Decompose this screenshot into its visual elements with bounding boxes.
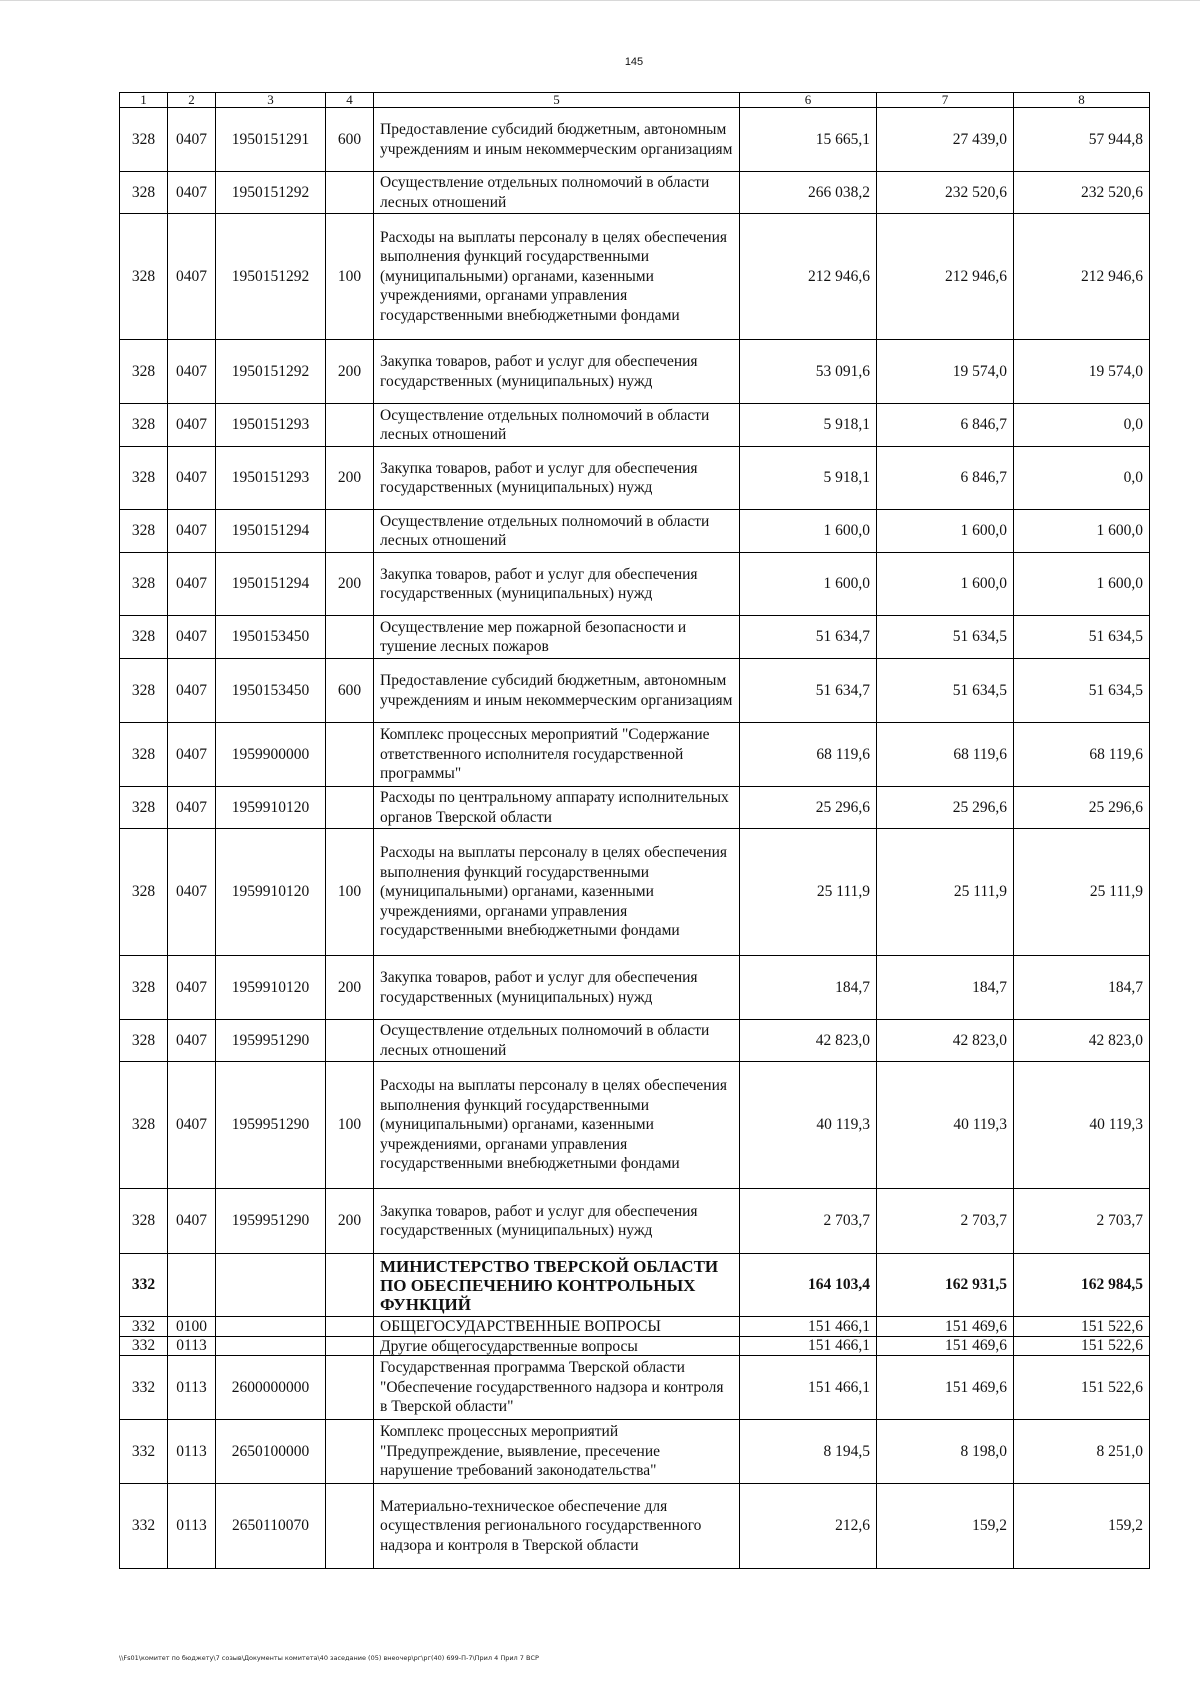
cell-amount-year-1: 151 466,1	[740, 1317, 877, 1337]
cell-amount-year-2: 42 823,0	[877, 1020, 1014, 1062]
cell-chapter-code: 328	[120, 956, 168, 1020]
table-row	[120, 723, 1150, 787]
table-row	[120, 214, 1150, 340]
cell-chapter-code: 328	[120, 214, 168, 340]
table-row	[120, 172, 1150, 214]
cell-amount-year-2: 68 119,6	[877, 723, 1014, 787]
cell-chapter-code: 328	[120, 553, 168, 616]
column-header: 2	[168, 93, 216, 108]
table-row	[120, 1189, 1150, 1254]
page-number: 145	[624, 56, 644, 68]
table-row	[120, 1420, 1150, 1484]
cell-expense-type: 200	[326, 1189, 374, 1254]
cell-target-article: 1950151294	[216, 553, 326, 616]
cell-amount-year-2: 51 634,5	[877, 659, 1014, 723]
cell-target-article	[216, 1337, 326, 1356]
cell-amount-year-1: 2 703,7	[740, 1189, 877, 1254]
cell-amount-year-1: 164 103,4	[740, 1254, 877, 1317]
table-row	[120, 659, 1150, 723]
cell-amount-year-2: 6 846,7	[877, 447, 1014, 510]
cell-amount-year-3: 68 119,6	[1014, 723, 1150, 787]
column-header: 5	[374, 93, 740, 108]
cell-section-code: 0407	[168, 1062, 216, 1189]
footer-file-path: \\Fs01\комитет по бюджету\7 созыв\Документы комитета\40 заседание (05) внеочер\рг\рг(40) 699-П-7\Прил 4 Прил 7 ВСР	[119, 1654, 539, 1662]
cell-description: Закупка товаров, работ и услуг для обеспечения государственных (муниципальных) нужд	[374, 553, 740, 616]
table-row	[120, 1356, 1150, 1420]
cell-chapter-code: 328	[120, 172, 168, 214]
table-row	[120, 510, 1150, 553]
column-header: 3	[216, 93, 326, 108]
cell-expense-type	[326, 404, 374, 447]
table-body	[120, 108, 1150, 1569]
cell-chapter-code: 328	[120, 510, 168, 553]
cell-chapter-code: 328	[120, 1062, 168, 1189]
cell-target-article: 2650100000	[216, 1420, 326, 1484]
cell-target-article: 1950151294	[216, 510, 326, 553]
cell-section-code: 0407	[168, 108, 216, 172]
cell-amount-year-1: 212,6	[740, 1484, 877, 1569]
cell-section-code: 0407	[168, 404, 216, 447]
cell-description: Закупка товаров, работ и услуг для обеспечения государственных (муниципальных) нужд	[374, 956, 740, 1020]
cell-target-article: 1959900000	[216, 723, 326, 787]
cell-amount-year-3: 212 946,6	[1014, 214, 1150, 340]
cell-chapter-code: 328	[120, 1189, 168, 1254]
cell-chapter-code: 328	[120, 723, 168, 787]
cell-amount-year-2: 40 119,3	[877, 1062, 1014, 1189]
cell-section-code: 0407	[168, 723, 216, 787]
scan-edge	[0, 0, 1200, 1]
cell-target-article: 1959951290	[216, 1189, 326, 1254]
cell-target-article: 1959910120	[216, 956, 326, 1020]
cell-amount-year-2: 1 600,0	[877, 510, 1014, 553]
cell-amount-year-3: 57 944,8	[1014, 108, 1150, 172]
cell-section-code: 0113	[168, 1484, 216, 1569]
cell-amount-year-1: 1 600,0	[740, 553, 877, 616]
cell-amount-year-1: 212 946,6	[740, 214, 877, 340]
column-header: 1	[120, 93, 168, 108]
cell-expense-type: 200	[326, 340, 374, 404]
cell-amount-year-1: 184,7	[740, 956, 877, 1020]
cell-target-article: 2600000000	[216, 1356, 326, 1420]
cell-amount-year-2: 25 111,9	[877, 829, 1014, 956]
column-number-row	[120, 93, 1150, 108]
cell-target-article: 1959910120	[216, 787, 326, 829]
cell-expense-type: 100	[326, 829, 374, 956]
cell-amount-year-1: 151 466,1	[740, 1356, 877, 1420]
cell-expense-type	[326, 787, 374, 829]
cell-amount-year-1: 25 296,6	[740, 787, 877, 829]
table-row	[120, 108, 1150, 172]
cell-description: Осуществление отдельных полномочий в области лесных отношений	[374, 404, 740, 447]
cell-expense-type	[326, 1317, 374, 1337]
cell-amount-year-1: 151 466,1	[740, 1337, 877, 1356]
cell-amount-year-2: 162 931,5	[877, 1254, 1014, 1317]
cell-description: Расходы по центральному аппарату исполнительных органов Тверской области	[374, 787, 740, 829]
cell-amount-year-1: 68 119,6	[740, 723, 877, 787]
cell-amount-year-3: 8 251,0	[1014, 1420, 1150, 1484]
table-row	[120, 340, 1150, 404]
cell-section-code: 0407	[168, 553, 216, 616]
cell-target-article: 1959951290	[216, 1062, 326, 1189]
column-header: 6	[740, 93, 877, 108]
budget-table	[119, 92, 1150, 1569]
table-row	[120, 1254, 1150, 1317]
cell-amount-year-2: 27 439,0	[877, 108, 1014, 172]
cell-chapter-code: 328	[120, 787, 168, 829]
cell-chapter-code: 328	[120, 447, 168, 510]
cell-description: Расходы на выплаты персоналу в целях обеспечения выполнения функций государственными (муниципальными) органами, казенными учреждениями, органами управления государственными внебюджетными фондами	[374, 214, 740, 340]
cell-section-code: 0407	[168, 659, 216, 723]
table-row	[120, 1337, 1150, 1356]
cell-description: Осуществление отдельных полномочий в области лесных отношений	[374, 172, 740, 214]
cell-section-code: 0407	[168, 956, 216, 1020]
table-row	[120, 1020, 1150, 1062]
cell-chapter-code: 332	[120, 1254, 168, 1317]
cell-section-code: 0407	[168, 447, 216, 510]
cell-description: Расходы на выплаты персоналу в целях обеспечения выполнения функций государственными (муниципальными) органами, казенными учреждениями, органами управления государственными внебюджетными фондами	[374, 829, 740, 956]
cell-chapter-code: 328	[120, 404, 168, 447]
cell-target-article: 1950151292	[216, 340, 326, 404]
cell-chapter-code: 328	[120, 340, 168, 404]
cell-target-article: 1959910120	[216, 829, 326, 956]
cell-description: Государственная программа Тверской области "Обеспечение государственного надзора и контроля в Тверской области"	[374, 1356, 740, 1420]
column-header: 7	[877, 93, 1014, 108]
cell-amount-year-3: 0,0	[1014, 404, 1150, 447]
cell-amount-year-3: 162 984,5	[1014, 1254, 1150, 1317]
cell-chapter-code: 328	[120, 616, 168, 659]
table-row	[120, 1062, 1150, 1189]
cell-section-code: 0113	[168, 1337, 216, 1356]
cell-amount-year-1: 15 665,1	[740, 108, 877, 172]
cell-section-code: 0407	[168, 787, 216, 829]
column-header: 8	[1014, 93, 1150, 108]
cell-target-article: 1950151291	[216, 108, 326, 172]
cell-section-code: 0407	[168, 214, 216, 340]
cell-amount-year-3: 25 296,6	[1014, 787, 1150, 829]
cell-amount-year-3: 51 634,5	[1014, 659, 1150, 723]
cell-expense-type	[326, 1337, 374, 1356]
cell-expense-type: 200	[326, 553, 374, 616]
cell-amount-year-3: 151 522,6	[1014, 1356, 1150, 1420]
column-header: 4	[326, 93, 374, 108]
cell-expense-type: 100	[326, 1062, 374, 1189]
cell-chapter-code: 332	[120, 1420, 168, 1484]
cell-amount-year-3: 19 574,0	[1014, 340, 1150, 404]
cell-target-article: 1950153450	[216, 616, 326, 659]
cell-expense-type	[326, 172, 374, 214]
cell-description: Предоставление субсидий бюджетным, автономным учреждениям и иным некоммерческим организациям	[374, 108, 740, 172]
cell-description: Закупка товаров, работ и услуг для обеспечения государственных (муниципальных) нужд	[374, 447, 740, 510]
cell-amount-year-1: 53 091,6	[740, 340, 877, 404]
cell-amount-year-3: 1 600,0	[1014, 510, 1150, 553]
cell-target-article: 1950151293	[216, 404, 326, 447]
cell-description: Другие общегосударственные вопросы	[374, 1337, 740, 1356]
cell-description: Осуществление отдельных полномочий в области лесных отношений	[374, 510, 740, 553]
cell-amount-year-3: 40 119,3	[1014, 1062, 1150, 1189]
cell-target-article: 1950153450	[216, 659, 326, 723]
cell-amount-year-1: 42 823,0	[740, 1020, 877, 1062]
cell-target-article: 1959951290	[216, 1020, 326, 1062]
cell-amount-year-2: 184,7	[877, 956, 1014, 1020]
cell-amount-year-2: 151 469,6	[877, 1317, 1014, 1337]
cell-expense-type: 200	[326, 956, 374, 1020]
cell-amount-year-1: 266 038,2	[740, 172, 877, 214]
cell-target-article: 1950151292	[216, 214, 326, 340]
cell-expense-type: 200	[326, 447, 374, 510]
table-row	[120, 1317, 1150, 1337]
cell-description: Расходы на выплаты персоналу в целях обеспечения выполнения функций государственными (муниципальными) органами, казенными учреждениями, органами управления государственными внебюджетными фондами	[374, 1062, 740, 1189]
cell-expense-type: 600	[326, 108, 374, 172]
cell-section-code: 0100	[168, 1317, 216, 1337]
cell-target-article	[216, 1317, 326, 1337]
cell-amount-year-3: 184,7	[1014, 956, 1150, 1020]
cell-amount-year-2: 51 634,5	[877, 616, 1014, 659]
cell-description: Закупка товаров, работ и услуг для обеспечения государственных (муниципальных) нужд	[374, 340, 740, 404]
cell-description: МИНИСТЕРСТВО ТВЕРСКОЙ ОБЛАСТИ ПО ОБЕСПЕЧЕНИЮ КОНТРОЛЬНЫХ ФУНКЦИЙ	[374, 1254, 740, 1317]
cell-amount-year-1: 25 111,9	[740, 829, 877, 956]
cell-expense-type	[326, 1484, 374, 1569]
cell-amount-year-1: 51 634,7	[740, 616, 877, 659]
cell-section-code: 0407	[168, 829, 216, 956]
cell-section-code: 0407	[168, 1020, 216, 1062]
cell-section-code: 0407	[168, 1189, 216, 1254]
table-row	[120, 1484, 1150, 1569]
cell-expense-type	[326, 723, 374, 787]
cell-chapter-code: 332	[120, 1317, 168, 1337]
cell-amount-year-1: 5 918,1	[740, 404, 877, 447]
cell-expense-type	[326, 1420, 374, 1484]
cell-target-article	[216, 1254, 326, 1317]
cell-amount-year-1: 8 194,5	[740, 1420, 877, 1484]
cell-expense-type	[326, 616, 374, 659]
cell-amount-year-3: 232 520,6	[1014, 172, 1150, 214]
cell-section-code: 0407	[168, 340, 216, 404]
cell-section-code: 0407	[168, 172, 216, 214]
cell-target-article: 1950151293	[216, 447, 326, 510]
cell-description: Закупка товаров, работ и услуг для обеспечения государственных (муниципальных) нужд	[374, 1189, 740, 1254]
table-row	[120, 787, 1150, 829]
cell-amount-year-2: 1 600,0	[877, 553, 1014, 616]
cell-amount-year-3: 151 522,6	[1014, 1337, 1150, 1356]
cell-description: Комплекс процессных мероприятий "Содержание ответственного исполнителя государственной программы"	[374, 723, 740, 787]
table-row	[120, 553, 1150, 616]
cell-section-code: 0113	[168, 1356, 216, 1420]
cell-amount-year-2: 8 198,0	[877, 1420, 1014, 1484]
cell-amount-year-3: 159,2	[1014, 1484, 1150, 1569]
cell-expense-type	[326, 1356, 374, 1420]
cell-amount-year-2: 2 703,7	[877, 1189, 1014, 1254]
cell-description: Предоставление субсидий бюджетным, автономным учреждениям и иным некоммерческим организациям	[374, 659, 740, 723]
cell-description: Материально-техническое обеспечение для осуществления регионального государственного надзора и контроля в Тверской области	[374, 1484, 740, 1569]
cell-section-code: 0407	[168, 510, 216, 553]
cell-target-article: 2650110070	[216, 1484, 326, 1569]
cell-chapter-code: 328	[120, 659, 168, 723]
cell-description: Осуществление отдельных полномочий в области лесных отношений	[374, 1020, 740, 1062]
cell-chapter-code: 328	[120, 829, 168, 956]
cell-chapter-code: 328	[120, 1020, 168, 1062]
cell-amount-year-2: 25 296,6	[877, 787, 1014, 829]
table-row	[120, 956, 1150, 1020]
table-row	[120, 447, 1150, 510]
cell-amount-year-2: 151 469,6	[877, 1356, 1014, 1420]
cell-expense-type: 600	[326, 659, 374, 723]
cell-expense-type: 100	[326, 214, 374, 340]
cell-amount-year-3: 42 823,0	[1014, 1020, 1150, 1062]
cell-expense-type	[326, 510, 374, 553]
cell-section-code	[168, 1254, 216, 1317]
cell-amount-year-3: 0,0	[1014, 447, 1150, 510]
cell-amount-year-3: 1 600,0	[1014, 553, 1150, 616]
cell-amount-year-2: 159,2	[877, 1484, 1014, 1569]
cell-amount-year-2: 19 574,0	[877, 340, 1014, 404]
table-row	[120, 829, 1150, 956]
cell-expense-type	[326, 1020, 374, 1062]
cell-amount-year-3: 51 634,5	[1014, 616, 1150, 659]
cell-chapter-code: 332	[120, 1356, 168, 1420]
cell-amount-year-2: 6 846,7	[877, 404, 1014, 447]
cell-amount-year-3: 25 111,9	[1014, 829, 1150, 956]
cell-expense-type	[326, 1254, 374, 1317]
cell-amount-year-1: 5 918,1	[740, 447, 877, 510]
cell-amount-year-2: 212 946,6	[877, 214, 1014, 340]
cell-chapter-code: 328	[120, 108, 168, 172]
cell-amount-year-1: 51 634,7	[740, 659, 877, 723]
cell-section-code: 0113	[168, 1420, 216, 1484]
cell-section-code: 0407	[168, 616, 216, 659]
cell-amount-year-1: 40 119,3	[740, 1062, 877, 1189]
cell-description: ОБЩЕГОСУДАРСТВЕННЫЕ ВОПРОСЫ	[374, 1317, 740, 1337]
cell-amount-year-3: 2 703,7	[1014, 1189, 1150, 1254]
table-row	[120, 616, 1150, 659]
cell-amount-year-1: 1 600,0	[740, 510, 877, 553]
table-row	[120, 404, 1150, 447]
cell-amount-year-2: 232 520,6	[877, 172, 1014, 214]
cell-description: Осуществление мер пожарной безопасности и тушение лесных пожаров	[374, 616, 740, 659]
cell-target-article: 1950151292	[216, 172, 326, 214]
cell-description: Комплекс процессных мероприятий "Предупреждение, выявление, пресечение нарушение требований законодательства"	[374, 1420, 740, 1484]
cell-chapter-code: 332	[120, 1337, 168, 1356]
cell-amount-year-3: 151 522,6	[1014, 1317, 1150, 1337]
cell-amount-year-2: 151 469,6	[877, 1337, 1014, 1356]
cell-chapter-code: 332	[120, 1484, 168, 1569]
